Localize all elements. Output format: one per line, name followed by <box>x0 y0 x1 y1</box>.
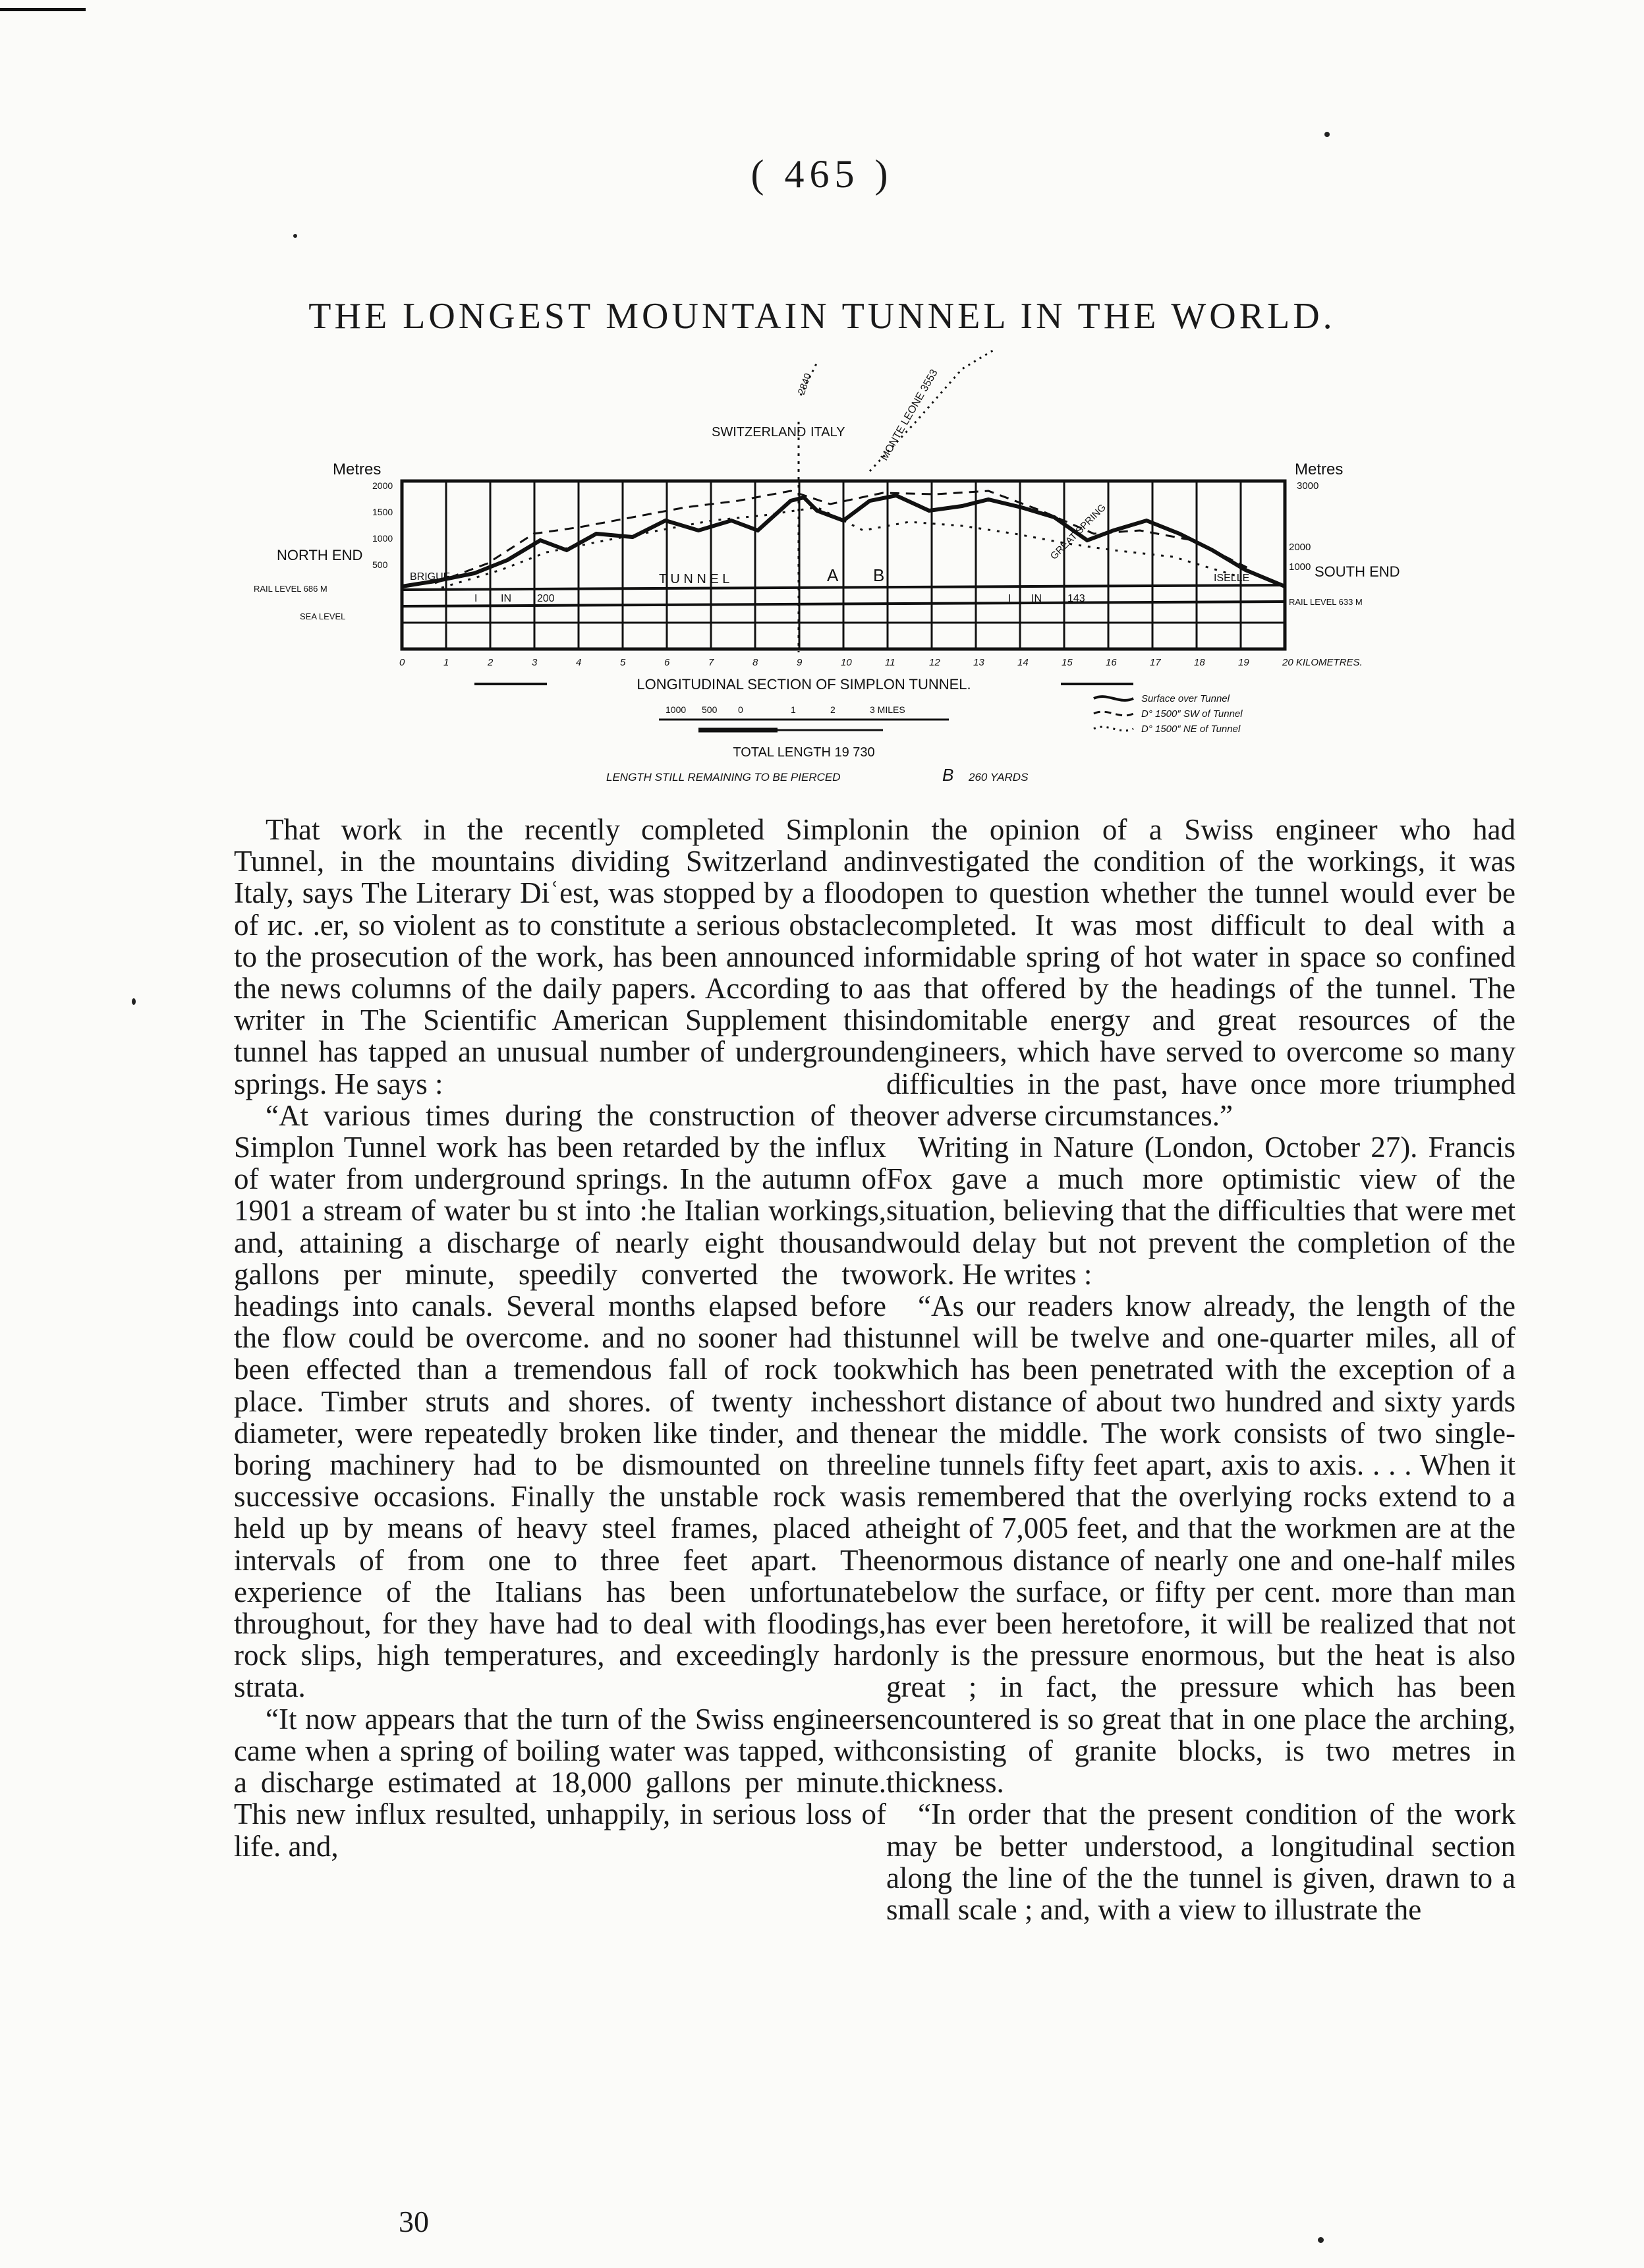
remaining-letter: B <box>942 765 954 785</box>
tunnel-word: T U N N E L <box>659 572 730 586</box>
scale-mark-1: 1000 <box>666 704 687 715</box>
km-tick-label: 15 <box>1062 657 1073 668</box>
right-rail-label: RAIL LEVEL 633 M <box>1289 597 1363 607</box>
print-speck <box>1324 132 1330 137</box>
total-length: TOTAL LENGTH 19 730 <box>733 745 875 760</box>
figure-legend <box>1094 693 1243 735</box>
border-label-switzerland: SWITZERLAND <box>712 425 807 439</box>
iselle-label: ISELLE <box>1214 573 1250 584</box>
mark-b: B <box>873 565 885 585</box>
legend-swatch-surface <box>1094 696 1133 700</box>
right-paragraph-2: Writing in Nature (London, October 27). Francis Fox gave a much more optimistic view of the situation, believing that the difficulties that were met would delay but not prevent the completion of the work. He writes : <box>886 1131 1516 1291</box>
peak-label: MONTE LEONE 3553 <box>878 367 940 463</box>
km-tick-label: 20 KILOMETRES. <box>1282 657 1363 668</box>
km-tick-label: 10 <box>841 657 852 668</box>
km-tick-label: 19 <box>1238 657 1249 668</box>
mark-5: IN <box>1031 593 1042 604</box>
right-column <box>886 814 1516 1925</box>
south-end-label: SOUTH END <box>1315 563 1400 580</box>
km-tick-label: 1 <box>443 657 449 668</box>
km-tick-label: 2 <box>488 657 494 668</box>
legend-swatch-sw <box>1094 712 1133 716</box>
folio-number: 30 <box>399 2205 429 2238</box>
print-speck <box>132 998 136 1005</box>
km-tick-label: 8 <box>752 657 758 668</box>
km-tick-label: 13 <box>973 657 984 668</box>
legend-ne: D° 1500″ NE of Tunnel <box>1141 723 1241 735</box>
tunnel-section-figure <box>237 343 1463 804</box>
right-tick-top: 3000 <box>1297 480 1319 492</box>
legend-sw: D° 1500″ SW of Tunnel <box>1141 708 1243 720</box>
scale-mark-4: 1 <box>791 704 796 715</box>
print-speck <box>1318 2237 1324 2243</box>
north-end-label: NORTH END <box>277 547 363 563</box>
mark-3: 200 <box>537 593 555 604</box>
left-sea-label: SEA LEVEL <box>300 611 346 621</box>
legend-surface: Surface over Tunnel <box>1141 693 1230 704</box>
left-tick-2: 1500 <box>372 507 393 517</box>
brigue-label: BRIGUE <box>410 571 451 582</box>
km-tick-label: 4 <box>576 657 582 668</box>
left-tick-1: 2000 <box>372 480 393 491</box>
left-column <box>234 814 886 1862</box>
mark-6: 143 <box>1067 593 1085 604</box>
km-tick-label: 0 <box>399 657 405 668</box>
diagram-grid <box>446 481 1241 649</box>
mark-2: IN <box>501 593 511 604</box>
mark-4: I <box>1008 593 1011 604</box>
remaining-label: LENGTH STILL REMAINING TO BE PIERCED <box>606 771 841 783</box>
border-label-italy: ITALY <box>810 425 845 439</box>
scale-mark-2: 500 <box>702 704 718 715</box>
scale-mark-3: 0 <box>738 704 743 715</box>
great-spring-label: GREAT SPRING <box>1048 501 1109 562</box>
km-tick-label: 18 <box>1194 657 1205 668</box>
km-tick-label: 11 <box>885 657 895 668</box>
scale-bar <box>659 704 949 730</box>
km-tick-label: 12 <box>929 657 940 668</box>
km-tick-label: 3 <box>532 657 538 668</box>
km-tick-label: 7 <box>708 657 714 668</box>
page-number: ( 465 ) <box>751 152 893 196</box>
remaining-value: 260 YARDS <box>969 771 1029 783</box>
km-tick-label: 14 <box>1017 657 1029 668</box>
scale-mark-6: 3 MILES <box>870 704 905 715</box>
right-paragraph-3: “As our readers know already, the length of the tunnel will be twelve and one-quarter miles, all of which has been penetrated with the exception of a short distance of about two hundred and sixty yards near the middle. The work consists of two single-line tunnels fifty feet apart, axis to axis. . . . When it is remembered that the overlying rocks extend to a height of 7,005 feet, and that the workmen are at the enormous distance of nearly one and one-half miles below the surface, or fifty per cent. more than man has ever been heretofore, it will be realized that not only is the pressure enormous, but the heat is also great ; in fact, the pressure which has been encountered is so great that in one place the arching, consisting of granite blocks, is two metres in thickness. <box>886 1290 1516 1800</box>
km-tick-label: 9 <box>797 657 803 668</box>
km-axis <box>399 657 1363 668</box>
left-rail-label: RAIL LEVEL 686 M <box>254 584 327 594</box>
scale-mark-5: 2 <box>830 704 836 715</box>
left-tick-3: 1000 <box>372 533 393 544</box>
km-tick-label: 6 <box>664 657 670 668</box>
left-paragraph-1: That work in the recently completed Simplon Tunnel, in the mountains dividing Switzerland and Italy, says The Literary Diʿest, was stopped by a flood of ис. .er, so violent as to constitute a serious obstacle to the prosecution of the work, has been announced in the news columns of the daily papers. According to a writer in The Scientific American Supplement this tunnel has tapped an unusual number of underground springs. He says : <box>234 813 886 1100</box>
top-left-rule <box>0 8 86 11</box>
left-unit-label: Metres <box>333 461 382 478</box>
figure-caption: LONGITUDINAL SECTION OF SIMPLON TUNNEL. <box>637 676 971 693</box>
right-paragraph-1: in the opinion of a Swiss engineer who had investigated the condition of the workings, it was open to question whether the tunnel would ever be completed. It was most difficult to deal with a formidable spring of hot water in space so confined as that offered by the headings of the tunnel. The indomitable energy and great resources of the engineers, which have served to overcome so many difficulties in the past, have once more triumphed over adverse circumstances.” <box>886 813 1516 1132</box>
km-tick-label: 17 <box>1150 657 1161 668</box>
km-tick-label: 5 <box>620 657 626 668</box>
right-tick-mid: 2000 <box>1289 542 1311 553</box>
print-speck <box>293 234 297 238</box>
mark-a: A <box>827 565 839 585</box>
left-paragraph-2: “At various times during the construction of the Simplon Tunnel work has been retarded by the influx of water from underground springs. In the autumn of 1901 a stream of water bu st into :he Italian workings, and, attaining a discharge of nearly eight thousand gallons per minute, speedily converted the two headings into canals. Several months elapsed before the flow could be overcome. and no sooner had this been effected than a tremendous fall of rock took place. Timber struts and shores. of twenty inches diameter, were repeatedly broken like tinder, and the boring machinery had to be dismounted on three successive occasions. Finally the unstable rock was held up by means of heavy steel frames, placed at intervals of from one to three feet apart. The experience of the Italians has been unfortunate throughout, for they have had to deal with floodings, rock slips, high temperatures, and exceedingly hard strata. <box>234 1098 886 1704</box>
tunnel-section-diagram <box>237 343 1463 804</box>
left-paragraph-3: “It now appears that the turn of the Swiss engineers came when a spring of boiling water was tapped, with a discharge estimated at 18,000 gallons per minute. This new influx resulted, unhappily, in serious loss of life. and, <box>234 1702 886 1863</box>
right-paragraph-4: “In order that the present condition of the work may be better understood, a longitudinal section along the line of the the tunnel is given, drawn to a small scale ; and, with a view to illustrate the <box>886 1798 1516 1926</box>
left-tick-4: 500 <box>372 559 388 570</box>
right-unit-label: Metres <box>1295 461 1344 478</box>
article-title: THE LONGEST MOUNTAIN TUNNEL IN THE WORLD. <box>308 295 1336 337</box>
right-tick-low: 1000 <box>1289 561 1311 573</box>
peak-label-small: 2840 <box>795 372 814 397</box>
km-tick-label: 16 <box>1106 657 1117 668</box>
mark-1: I <box>474 593 478 604</box>
legend-swatch-ne <box>1094 727 1133 731</box>
